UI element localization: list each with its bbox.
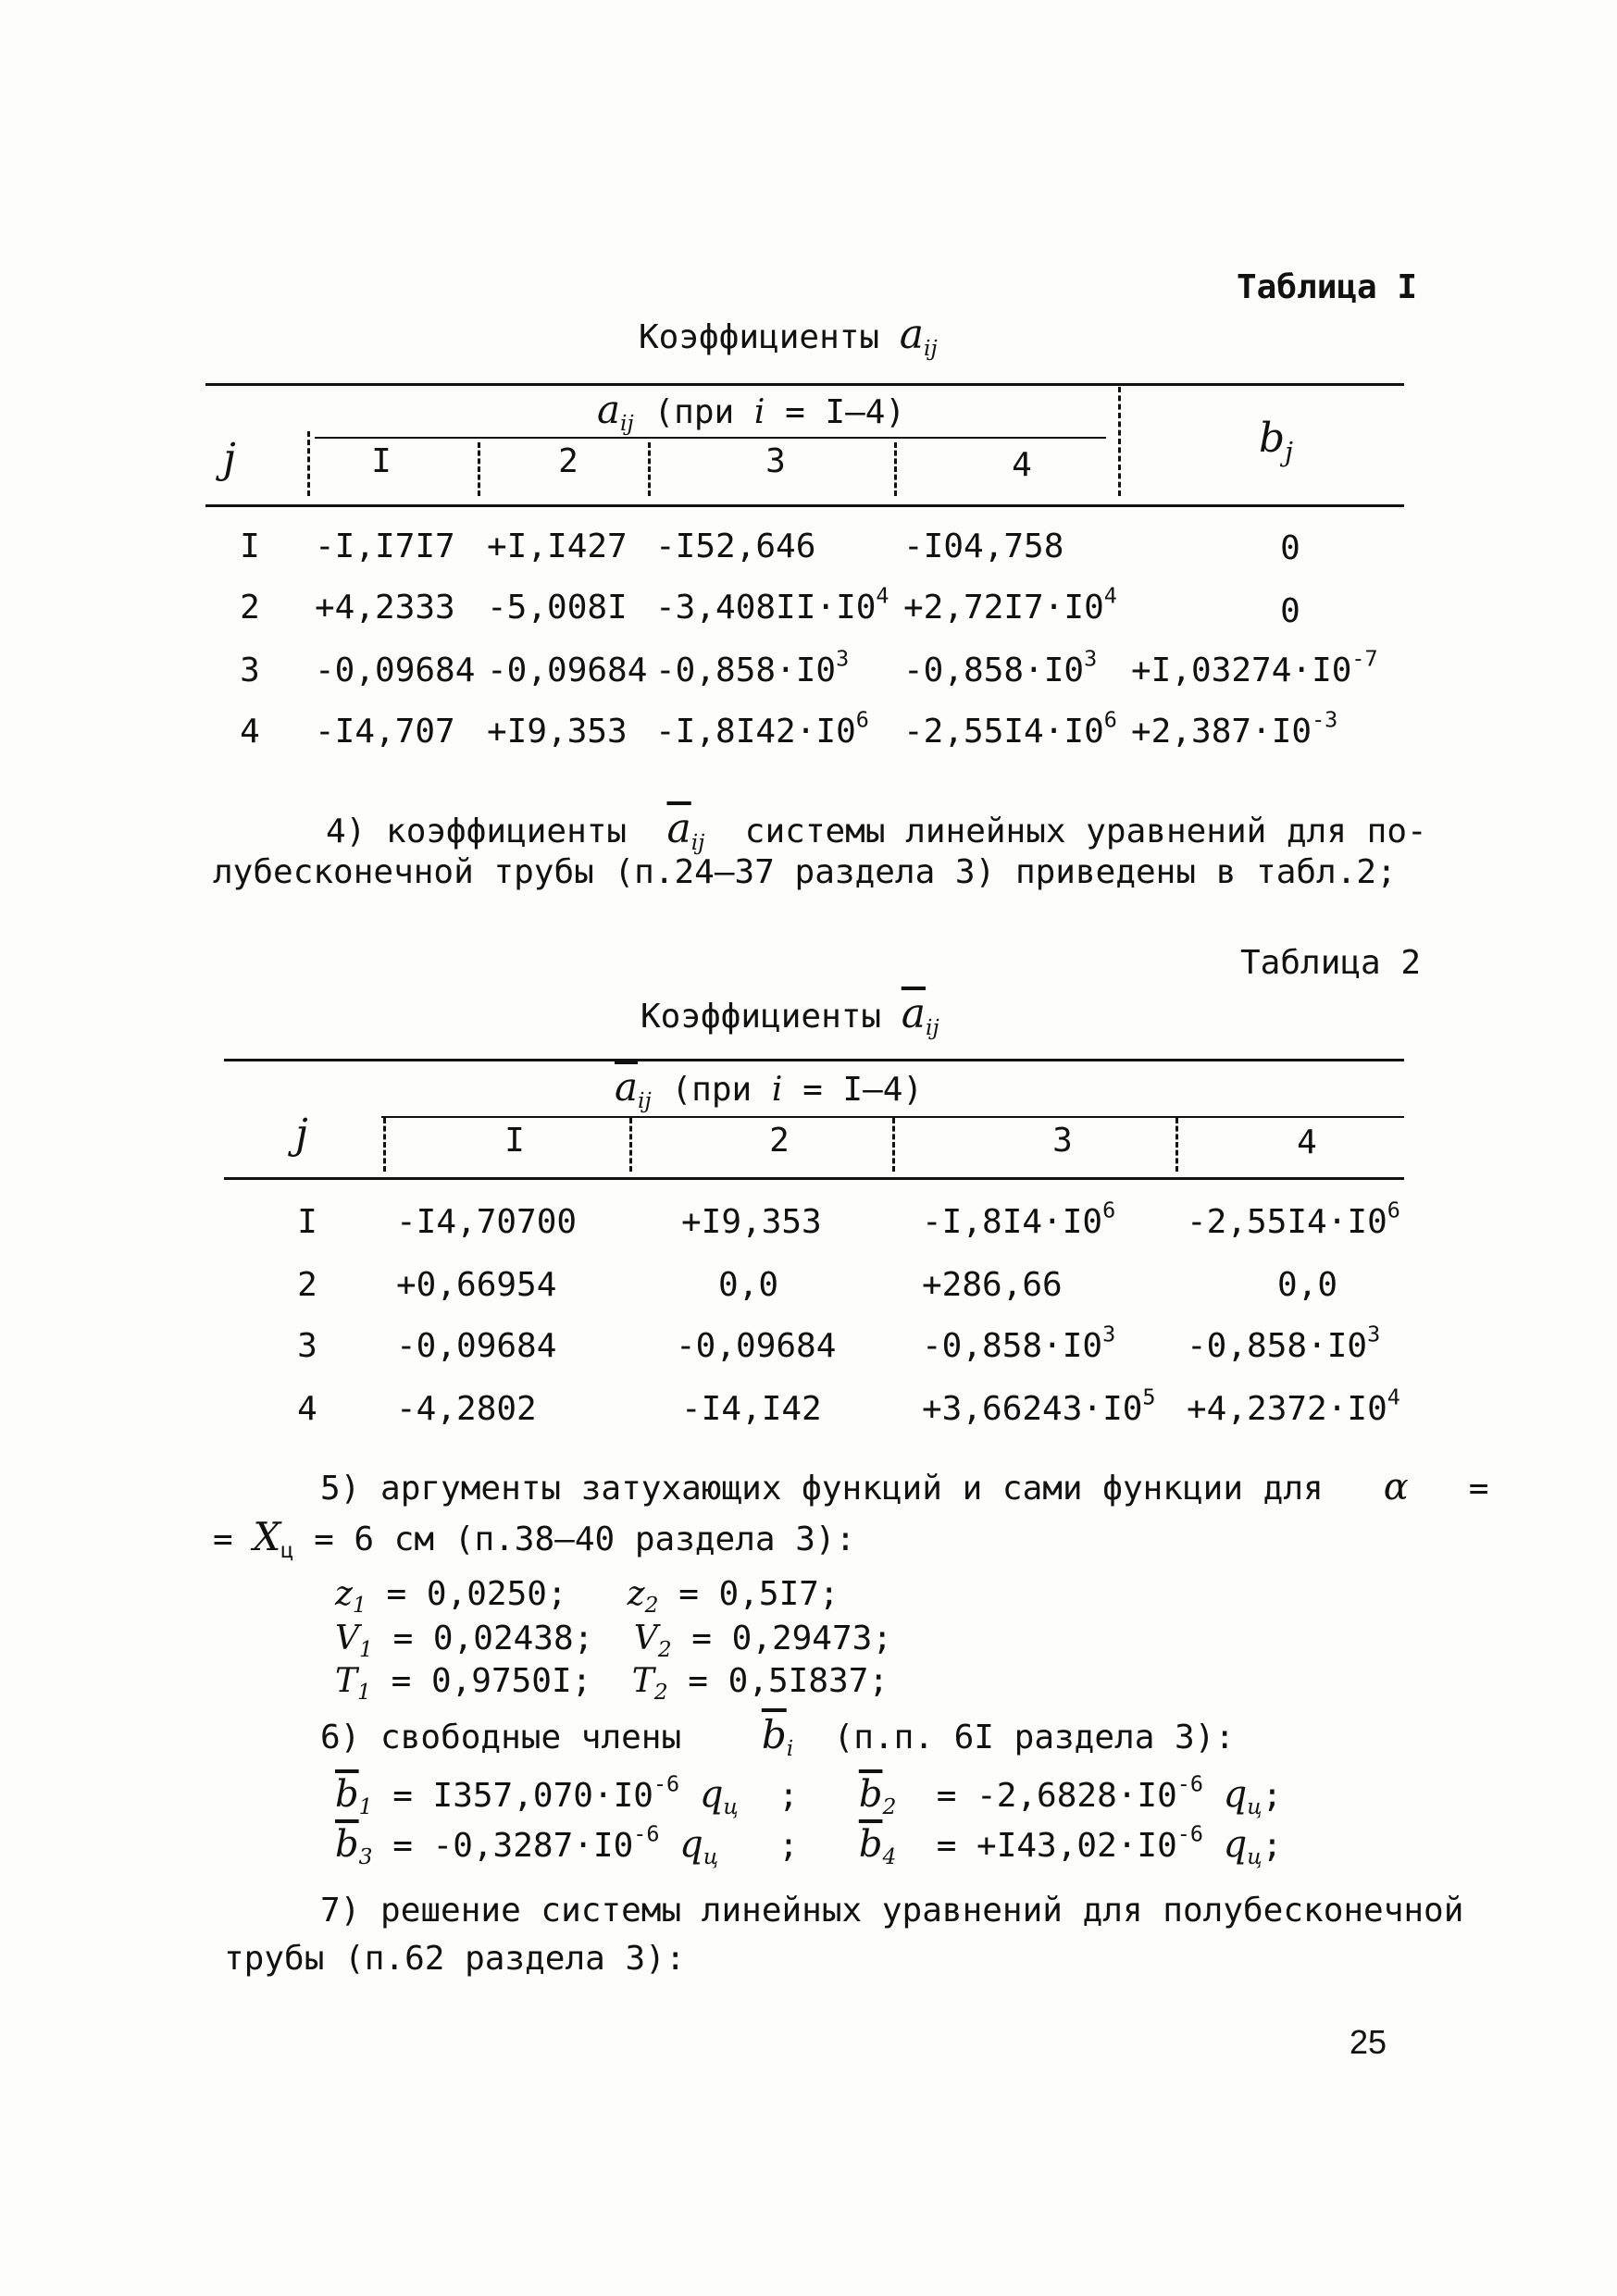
page-number: 25 <box>1350 2023 1387 2061</box>
table1-caption: Таблица I <box>1237 268 1418 306</box>
table1-col-header-3: 3 <box>765 442 786 480</box>
table1-divider <box>478 442 480 496</box>
table1-divider <box>307 431 310 496</box>
para4-line1: 4) коэффициенты $\overline{a}_{ij}$ системы линейных уравнений для по- <box>326 805 1427 856</box>
para6-heading: 6) свободные члены $\overline{b}_i$ (п.п. 6I раздела 3): <box>320 1712 1236 1762</box>
para5-line1: 5) аргументы затухающих функций и сами функции для α = <box>320 1466 1489 1508</box>
para7-line1: 7) решение системы линейных уравнений для полубесконечной <box>320 1892 1464 1930</box>
table1-divider <box>894 442 897 496</box>
para5-eq-row: $z_1 = 0,0250$; $z_2 = 0,5I7$; <box>335 1575 840 1619</box>
table2-top-rule <box>224 1059 1404 1061</box>
table2-col-header-4: 4 <box>1297 1123 1317 1161</box>
table1-col-header-4: 4 <box>1012 446 1032 484</box>
table2-divider <box>629 1118 632 1172</box>
table1-title-symbol: a <box>899 311 925 358</box>
table2-col-header-3: 3 <box>1052 1122 1073 1160</box>
table1-title: Коэффициенты $a_{ij}$ <box>639 311 938 362</box>
para5-eq-row: $V_1 = 0,02438$; $V_2 = 0,29473$; <box>335 1620 893 1663</box>
table2-caption: Таблица 2 <box>1240 944 1422 982</box>
table1-j-header: j <box>223 435 236 482</box>
table2-title-symbol: $\overline{a}$ <box>901 990 927 1037</box>
table2-j-header: j <box>295 1111 308 1158</box>
table2-divider <box>892 1118 895 1172</box>
table2-group-header: $\overline{a}_{ij}$ (при i = I–4) <box>615 1064 924 1114</box>
table1-top-rule <box>205 383 1404 386</box>
table1-b-header: $b_j$ <box>1259 415 1294 467</box>
para6-eq-row: $\overline{b}_3 = -0,3287\cdot I0^{-6}$ $q_ц$ ; $\overline{b}_4 = +I43,02\cdot I0^{-6}$ $q_ц$; <box>335 1820 1283 1870</box>
table1-col-header-1: I <box>371 442 392 480</box>
para5-line2: = $X_ц = 6$ см (п.38–40 раздела 3): <box>213 1514 856 1564</box>
table2-title: Коэффициенты $\overline{a}_{ij}$ <box>641 990 939 1041</box>
document-page: Таблица I Коэффициенты $a_{ij}$ $a_{ij}$ (при i = I–4) j I 2 3 4 $b_j$ I -I,I7I7 +I,I427 -I52,646 -I04,758 0 2 +4,2333 -5,008I $-3,408II\cdot I0^4$ $+2,72I7\cdot I0^4$ 0 3 -0,09684 -0,09684 $-0,858\cdot I0^3$ $-0,858\cdot I0^3$ $+I,03274\cdot I0^{-7}$ 4 -I4,707 +I9,353 $-I,8I42\cdot I0^6$ $-2,55I4\cdot I0^6$ $+2,387\cdot I0^{-3}$ 4) коэффициенты $\overline{a}_{ij}$ системы линейных уравнений для по- лубесконечной трубы (п.24–37 раздела 3) приведены в табл.2; Таблица 2 Коэффициенты $\overline{a}_{ij}$ $\overline{a}_{ij}$ (при i = I–4) j I 2 3 4 I -I4,70700 +I9,353 $-I,8I4\cdot I0^6$ $-2,55I4\cdot I0^6$ 2 +0,66954 0,0 +286,66 0,0 3 -0,09684 -0,09684 $-0,858\cdot I0^3$ $-0,858\cdot I0^3$ 4 -4,2802 -I4,I42 $+3,66243\cdot I0^5$ $+4,2372\cdot I0^4$ 5) аргументы затухающих функций и сами функции для α = = $X_ц = 6$ см (п.38–40 раздела 3): $z_1 = 0,0250$; $z_2 = 0,5I7$; $V_1 = 0,02438$; $V_2 = 0,29473$; $T_1 = 0,9750I$; $T_2 = 0,5I837$; 6) свободные члены $\overline{b}_i$ (п.п. 6I раздела 3): $\overline{b}_1 = I357,070\cdot I0^{-6}$ $q_ц$ ; $\overline{b}_2 = -2,6828\cdot I0^{-6}$ $q_ц$; $\overline{b}_3 = -0,3287\cdot I0^{-6}$ $q_ц$ ; $\overline{b}_4 = +I43,02\cdot I0^{-6}$ $q_ц$; 7) решение системы линейных уравнений для полубесконечной трубы (п.62 раздела 3): 25 <box>0 0 1617 2296</box>
table1-divider <box>648 442 651 496</box>
para7-line2: трубы (п.62 раздела 3): <box>224 1940 686 1978</box>
table2-divider <box>383 1118 386 1172</box>
table1-group-header: $a_{ij}$ (при i = I–4) <box>597 387 906 437</box>
table1-header-rule <box>205 504 1404 507</box>
para4-line2: лубесконечной трубы (п.24–37 раздела 3) приведены в табл.2; <box>213 853 1397 891</box>
table2-header-rule <box>224 1177 1404 1180</box>
table1-col-header-2: 2 <box>558 442 578 480</box>
table2-divider <box>1175 1118 1178 1172</box>
table2-col-header-2: 2 <box>769 1122 790 1160</box>
table1-sub-rule <box>315 437 1106 439</box>
table2-col-header-1: I <box>504 1122 525 1160</box>
para6-eq-row: $\overline{b}_1 = I357,070\cdot I0^{-6}$ $q_ц$ ; $\overline{b}_2 = -2,6828\cdot I0^{-6}$ $q_ц$; <box>335 1770 1283 1820</box>
table1-divider <box>1118 387 1121 496</box>
para5-eq-row: $T_1 = 0,9750I$; $T_2 = 0,5I837$; <box>335 1662 889 1706</box>
